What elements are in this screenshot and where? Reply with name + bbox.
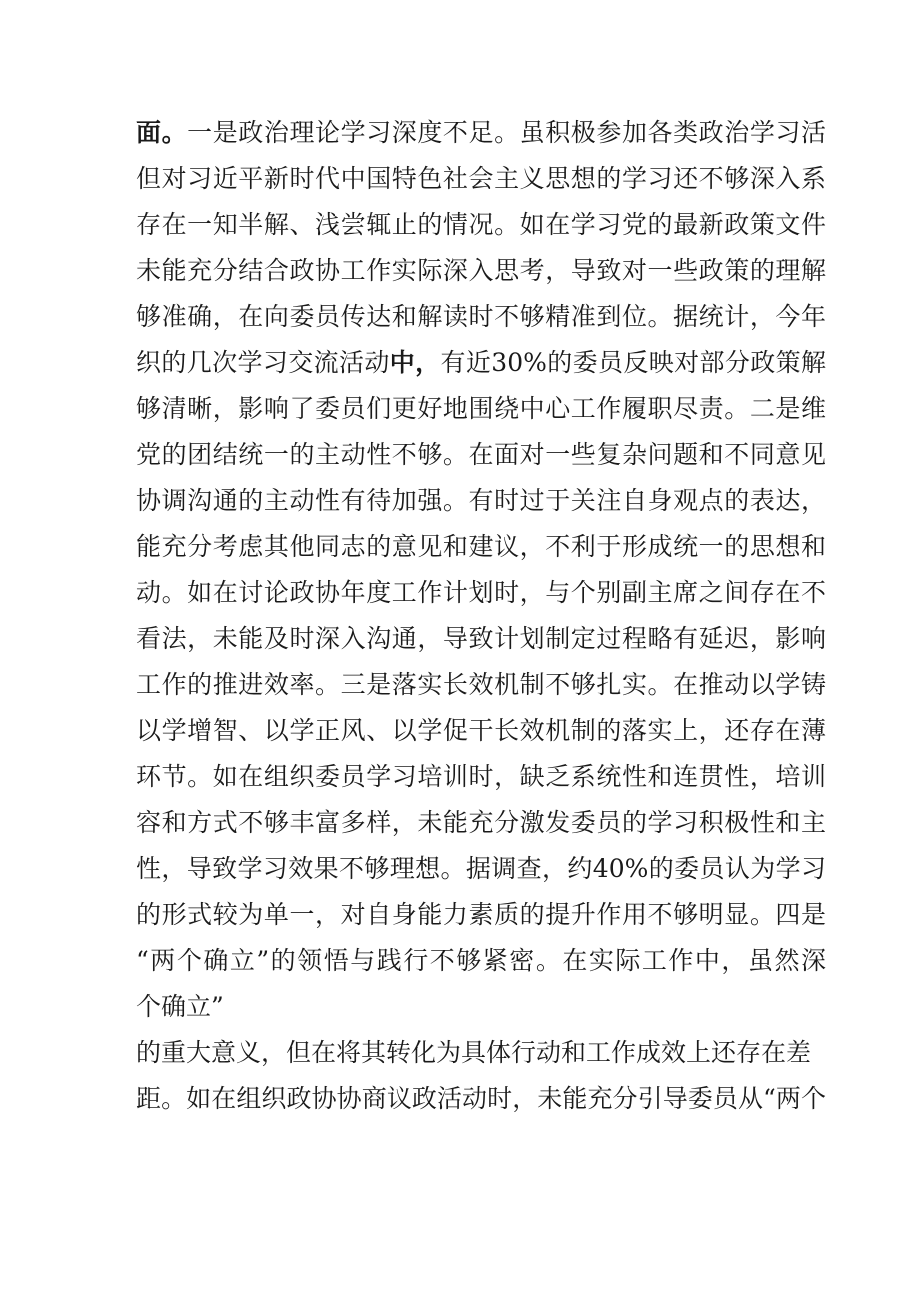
text-line: 的形式较为单一，对自身能力素质的提升作用不够明显。四是 xyxy=(136,900,826,929)
text-span: 有近30%的委员反映对部分政策解 xyxy=(440,348,826,377)
text-line: 协调沟通的主动性有待加强。有时过于关注自身观点的表达， xyxy=(136,486,826,515)
text-line: 以学增智、以学正风、以学促干长效机制的落实上，还存在薄 xyxy=(136,716,826,745)
bold-text: 中， xyxy=(389,348,441,377)
text-line: 够清晰，影响了委员们更好地围绕中心工作履职尽责。二是维 xyxy=(136,394,826,423)
text-line: 的重大意义，但在将其转化为具体行动和工作成效上还存在差 xyxy=(136,1038,812,1067)
text-line: “两个确立”的领悟与践行不够紧密。在实际工作中，虽然深 xyxy=(136,946,826,975)
text-line: 性，导致学习效果不够理想。据调查，约40%的委员认为学习 xyxy=(136,854,826,883)
text-line xyxy=(136,340,826,386)
text-line xyxy=(136,110,826,156)
bold-text: 面。 xyxy=(136,118,188,147)
text-line: 存在一知半解、浅尝辄止的情况。如在学习党的最新政策文件 xyxy=(136,210,826,239)
text-line: 但对习近平新时代中国特色社会主义思想的学习还不够深入系 xyxy=(136,164,826,193)
text-line: 动。如在讨论政协年度工作计划时，与个别副主席之间存在不 xyxy=(136,578,826,607)
text-span: 一是政治理论学习深度不足。虽积极参加各类政治学习活 xyxy=(187,118,826,147)
text-line: 容和方式不够丰富多样，未能充分激发委员的学习积极性和主 xyxy=(136,808,826,837)
text-line: 够准确，在向委员传达和解读时不够精准到位。据统计，今年 xyxy=(136,302,826,331)
text-line: 未能充分结合政协工作实际深入思考，导致对一些政策的理解 xyxy=(136,256,826,285)
text-line: 看法，未能及时深入沟通，导致计划制定过程略有延迟，影响 xyxy=(136,624,826,653)
text-line: 能充分考虑其他同志的意见和建议，不利于形成统一的思想和 xyxy=(136,532,826,561)
text-span: 织的几次学习交流活动 xyxy=(136,348,390,377)
text-line: 距。如在组织政协协商议政活动时，未能充分引导委员从“两个 xyxy=(136,1084,826,1113)
text-line: 环节。如在组织委员学习培训时，缺乏系统性和连贯性，培训 xyxy=(136,762,826,791)
text-line: 党的团结统一的主动性不够。在面对一些复杂问题和不同意见 xyxy=(136,440,826,469)
text-line: 个确立” xyxy=(136,992,224,1021)
text-line: 工作的推进效率。三是落实长效机制不够扎实。在推动以学铸 xyxy=(136,670,826,699)
